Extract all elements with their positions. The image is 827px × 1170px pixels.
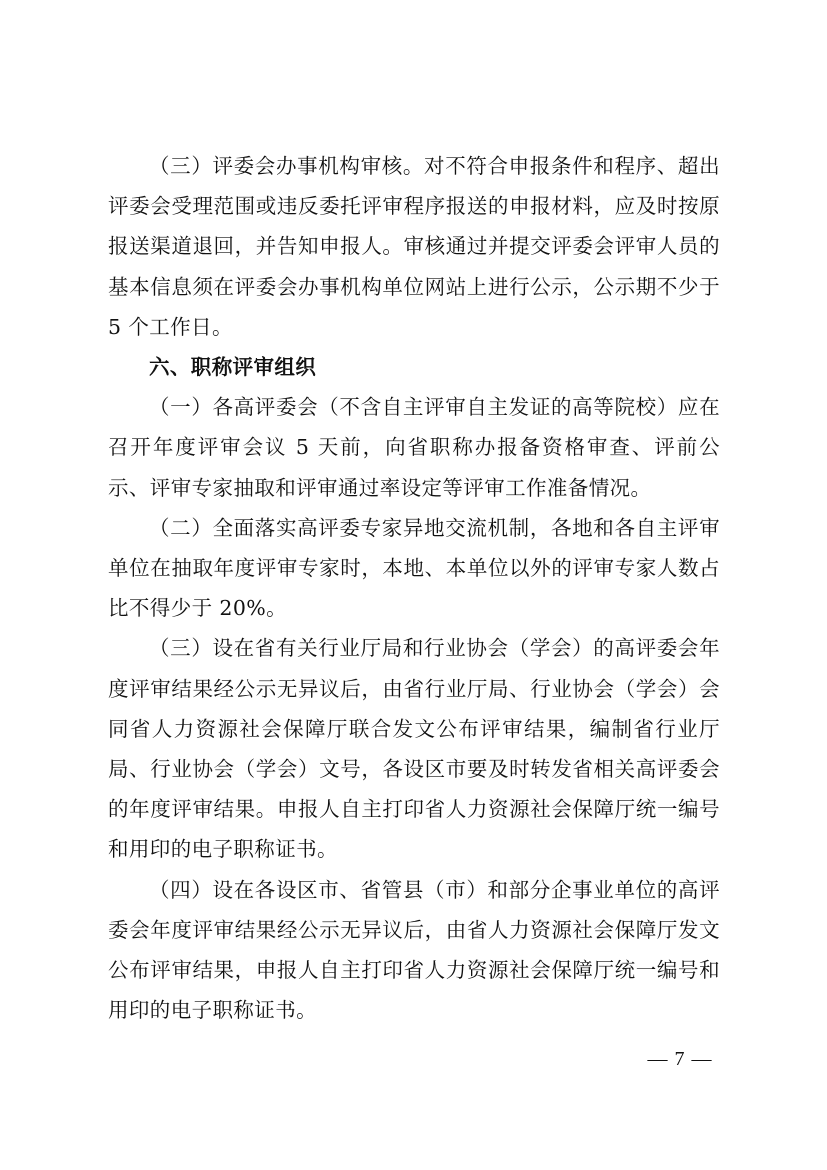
paragraph-city-results: （四）设在各设区市、省管县（市）和部分企事业单位的高评委会年度评审结果经公示无异议后，由省人力资源社会保障厅发文公布评审结果，申报人自主打印省人力资源社会保障厅统一编号和用印的电子职称证书。 <box>108 877 720 1023</box>
page-number: — 7 — <box>647 1048 713 1070</box>
paragraph-expert-exchange: （二）全面落实高评委专家异地交流机制，各地和各自主评审单位在抽取年度评审专家时，本地、本单位以外的评审专家人数占比不得少于 20%。 <box>108 515 720 621</box>
document-body <box>108 146 720 1030</box>
paragraph-pre-meeting-report: （一）各高评委会（不含自主评审自主发证的高等院校）应在召开年度评审会议 5 天前，向省职称办报备资格审查、评前公示、评审专家抽取和评审通过率设定等评审工作准备情况。 <box>108 395 720 500</box>
section-heading-title-review-organization: 六、职称评审组织 <box>149 355 317 380</box>
paragraph-industry-results: （三）设在省有关行业厅局和行业协会（学会）的高评委会年度评审结果经公示无异议后，由省行业厅局、行业协会（学会）会同省人力资源社会保障厅联合发文公布评审结果，编制省行业厅局、行业协会（学会）文号，各设区市要及时转发省相关高评委会的年度评审结果。申报人自主打印省人力资源社会保障厅统一编号和用印的电子职称证书。 <box>108 636 720 862</box>
paragraph-review-office-audit: （三）评委会办事机构审核。对不符合申报条件和程序、超出评委会受理范围或违反委托评审程序报送的申报材料，应及时按原报送渠道退回，并告知申报人。审核通过并提交评委会评审人员的基本信息须在评委会办事机构单位网站上进行公示，公示期不少于 5 个工作日。 <box>108 154 720 339</box>
